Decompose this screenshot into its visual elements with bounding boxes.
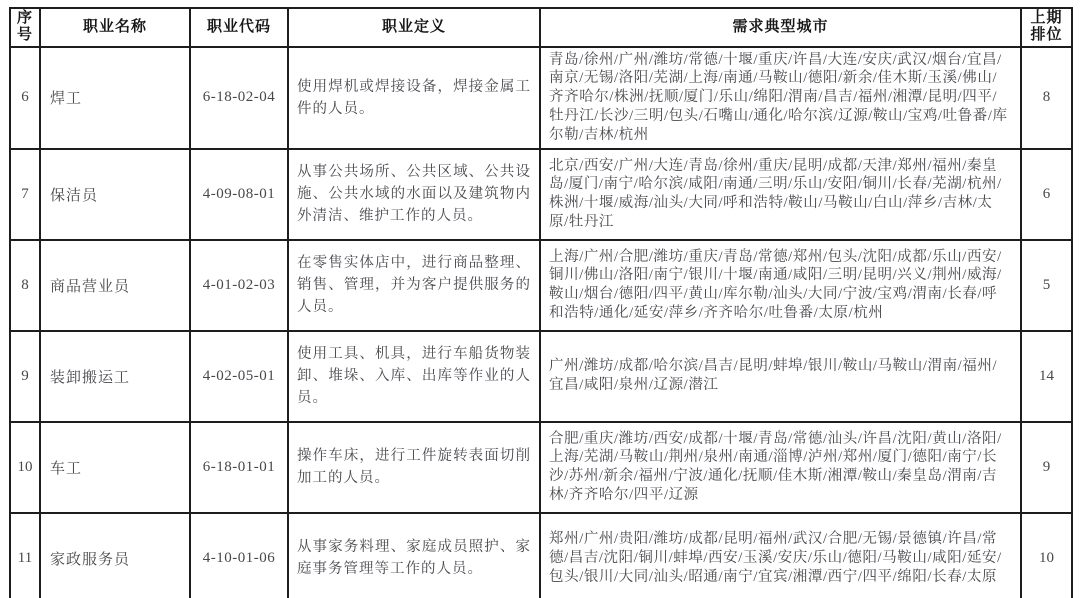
cell-serial-number: 9 <box>10 331 40 422</box>
cell-occupation-definition: 从事公共场所、公共区域、公共设施、公共水域的水面以及建筑物内外清洁、维护工作的人员。 <box>288 149 540 240</box>
occupation-demand-table <box>9 7 1073 598</box>
cell-previous-ranking: 8 <box>1021 47 1072 149</box>
table-body <box>10 47 1072 598</box>
col-header-prev-rank: 上期排位 <box>1021 8 1072 47</box>
cell-occupation-definition: 操作车床，进行工件旋转表面切削加工的人员。 <box>288 422 540 513</box>
cell-previous-ranking: 10 <box>1021 513 1072 598</box>
cell-demand-cities: 郑州/广州/贵阳/潍坊/成都/昆明/福州/武汉/合肥/无锡/景德镇/许昌/常德/昌吉/沈阳/铜川/蚌埠/西安/玉溪/安庆/乐山/德阳/马鞍山/咸阳/延安/包头/银川/大同/汕头/昭通/南宁/宜宾/湘潭/西宁/四平/绵阳/长春/太原 <box>540 513 1021 598</box>
cell-occupation-name: 商品营业员 <box>40 240 190 331</box>
table-row <box>10 47 1072 149</box>
cell-occupation-definition: 在零售实体店中，进行商品整理、销售、管理，并为客户提供服务的人员。 <box>288 240 540 331</box>
cell-previous-ranking: 6 <box>1021 149 1072 240</box>
cell-occupation-code: 6-18-01-01 <box>190 422 288 513</box>
cell-demand-cities: 青岛/徐州/广州/潍坊/常德/十堰/重庆/许昌/大连/安庆/武汉/烟台/宜昌/南京/无锡/洛阳/芜湖/上海/南通/马鞍山/德阳/新余/佳木斯/玉溪/佛山/齐齐哈尔/株洲/抚顺/厦门/乐山/绵阳/渭南/昌吉/福州/湘潭/昆明/四平/牡丹江/长沙/三明/包头/石嘴山/通化/哈尔滨/辽源/鞍山/宝鸡/吐鲁番/库尔勒/吉林/杭州 <box>540 47 1021 149</box>
table-row <box>10 513 1072 598</box>
cell-occupation-name: 装卸搬运工 <box>40 331 190 422</box>
col-header-name: 职业名称 <box>40 8 190 47</box>
col-header-cities: 需求典型城市 <box>540 8 1021 47</box>
col-header-definition: 职业定义 <box>288 8 540 47</box>
cell-occupation-name: 焊工 <box>40 47 190 149</box>
col-header-code: 职业代码 <box>190 8 288 47</box>
cell-occupation-definition: 使用工具、机具，进行车船货物装卸、堆垛、入库、出库等作业的人员。 <box>288 331 540 422</box>
header-row <box>10 8 1072 47</box>
cell-serial-number: 10 <box>10 422 40 513</box>
cell-serial-number: 7 <box>10 149 40 240</box>
cell-serial-number: 11 <box>10 513 40 598</box>
cell-occupation-code: 4-01-02-03 <box>190 240 288 331</box>
table-row <box>10 149 1072 240</box>
cell-occupation-name: 车工 <box>40 422 190 513</box>
cell-serial-number: 6 <box>10 47 40 149</box>
cell-occupation-definition: 使用焊机或焊接设备，焊接金属工件的人员。 <box>288 47 540 149</box>
cell-demand-cities: 广州/潍坊/成都/哈尔滨/昌吉/昆明/蚌埠/银川/鞍山/马鞍山/渭南/福州/宜昌/咸阳/泉州/辽源/潜江 <box>540 331 1021 422</box>
cell-occupation-code: 4-09-08-01 <box>190 149 288 240</box>
table-row <box>10 240 1072 331</box>
cell-occupation-name: 家政服务员 <box>40 513 190 598</box>
cell-occupation-name: 保洁员 <box>40 149 190 240</box>
table-row <box>10 331 1072 422</box>
cell-occupation-code: 4-02-05-01 <box>190 331 288 422</box>
cell-demand-cities: 上海/广州/合肥/潍坊/重庆/青岛/常德/郑州/包头/沈阳/成都/乐山/西安/铜川/佛山/洛阳/南宁/银川/十堰/南通/咸阳/三明/昆明/兴义/荆州/威海/鞍山/烟台/德阳/四平/黄山/库尔勒/汕头/大同/宁波/宝鸡/渭南/长春/呼和浩特/通化/延安/萍乡/齐齐哈尔/吐鲁番/太原/杭州 <box>540 240 1021 331</box>
cell-demand-cities: 北京/西安/广州/大连/青岛/徐州/重庆/昆明/成都/天津/郑州/福州/秦皇岛/厦门/南宁/哈尔滨/咸阳/南通/三明/乐山/安阳/铜川/长春/芜湖/杭州/株洲/十堰/威海/汕头/大同/呼和浩特/鞍山/马鞍山/白山/萍乡/吉林/太原/牡丹江 <box>540 149 1021 240</box>
cell-previous-ranking: 5 <box>1021 240 1072 331</box>
cell-previous-ranking: 9 <box>1021 422 1072 513</box>
cell-previous-ranking: 14 <box>1021 331 1072 422</box>
cell-occupation-code: 4-10-01-06 <box>190 513 288 598</box>
col-header-no: 序号 <box>10 8 40 47</box>
cell-serial-number: 8 <box>10 240 40 331</box>
table-header <box>10 8 1072 47</box>
cell-demand-cities: 合肥/重庆/潍坊/西安/成都/十堰/青岛/常德/汕头/许昌/沈阳/黄山/洛阳/上海/芜湖/马鞍山/荆州/泉州/南通/淄博/泸州/郑州/厦门/德阳/南宁/长沙/苏州/新余/福州/宁波/通化/抚顺/佳木斯/湘潭/鞍山/秦皇岛/渭南/吉林/齐齐哈尔/四平/辽源 <box>540 422 1021 513</box>
cell-occupation-definition: 从事家务料理、家庭成员照护、家庭事务管理等工作的人员。 <box>288 513 540 598</box>
table-row <box>10 422 1072 513</box>
cell-occupation-code: 6-18-02-04 <box>190 47 288 149</box>
